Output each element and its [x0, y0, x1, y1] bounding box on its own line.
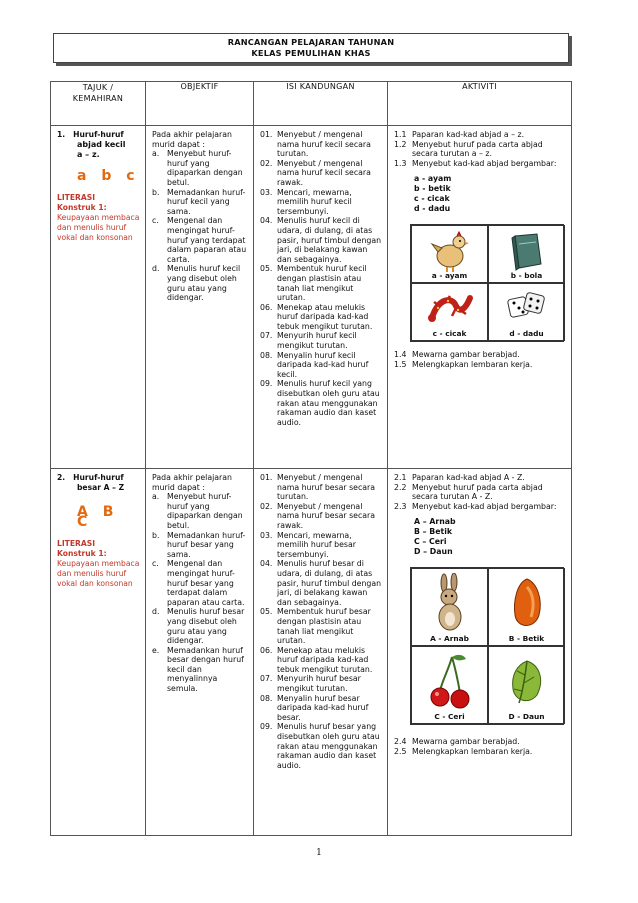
picture-caption: d - dadu: [509, 329, 544, 339]
aktiviti-item: [394, 483, 566, 502]
aktiviti-item: [394, 502, 566, 512]
objektif-item: [152, 492, 248, 530]
item-text: Memadankan huruf-huruf kecil yang sama.: [167, 187, 246, 216]
item-text: Menyebut / mengenal nama huruf kecil secara turutan.: [277, 130, 371, 159]
item-text: Menyurih huruf kecil mengikut turutan.: [277, 331, 357, 351]
picture-caption: A - Arnab: [430, 634, 469, 644]
item-number: 2.3: [394, 501, 407, 511]
kad-item: C – Ceri: [414, 537, 447, 547]
item-text: Menyebut huruf-huruf yang dipaparkan dengan betul.: [167, 492, 243, 530]
picture-card: [488, 568, 565, 646]
rabbit-icon: [430, 573, 470, 635]
item-text: Menulis huruf kecil yang disebut oleh guru atau yang didengar.: [167, 264, 241, 303]
kad-item: B – Betik: [414, 527, 453, 537]
isi-kandungan-cell: [254, 469, 388, 836]
picture-card: [411, 225, 488, 283]
aktiviti-item: [394, 140, 566, 159]
item-number: 02.: [260, 501, 273, 511]
tajuk-cell: [51, 126, 146, 469]
objektif-item: [152, 264, 248, 302]
objektif-list: [152, 492, 248, 693]
item-number: 2.5: [394, 746, 407, 756]
item-text: Paparan kad-kad abjad A - Z.: [412, 473, 525, 482]
aktiviti-item: [394, 747, 566, 757]
kad-item: c - cicak: [414, 194, 450, 204]
item-text: Membentuk huruf kecil dengan plastisin atau tanah liat mengikut urutan.: [277, 264, 367, 303]
objektif-item: [152, 188, 248, 217]
isi-kandungan-item: [260, 216, 382, 264]
item-number: 06.: [260, 302, 273, 312]
isi-kandungan-item: [260, 722, 382, 770]
isi-kandungan-item: [260, 694, 382, 723]
item-number: 1.1: [394, 130, 407, 139]
item-number: 09.: [260, 722, 273, 732]
header-aktiviti: AKTIVITI: [388, 82, 572, 126]
sample-letters: a b c: [77, 168, 140, 184]
item-number: 08.: [260, 693, 273, 703]
isi-kandungan-item: [260, 159, 382, 188]
item-number: d.: [152, 607, 160, 617]
picture-caption: B - Betik: [508, 634, 545, 644]
item-number: 01.: [260, 130, 273, 139]
aktiviti-item: [394, 737, 566, 747]
item-text: Mewarna gambar berabjad.: [412, 350, 520, 360]
objektif-item: [152, 216, 248, 264]
item-number: e.: [152, 645, 160, 655]
isi-kandungan-item: [260, 351, 382, 380]
item-text: Membentuk huruf besar dengan plastisin atau tanah liat mengikut urutan.: [277, 607, 371, 646]
cherry-icon: [428, 651, 472, 713]
dice-icon: [505, 288, 549, 328]
topic-line-1: Huruf-huruf: [73, 473, 124, 482]
item-number: 08.: [260, 350, 273, 360]
item-text: Menyebut / mengenal nama huruf besar secara rawak.: [277, 501, 376, 530]
title-line-2: KELAS PEMULIHAN KHAS: [251, 48, 371, 58]
picture-card: [411, 283, 488, 341]
objektif-item: [152, 559, 248, 607]
kad-abjad-list: [414, 174, 566, 214]
topic-heading: [57, 473, 140, 483]
objektif-item: [152, 149, 248, 187]
objektif-item: [152, 531, 248, 560]
isi-kandungan-item: [260, 264, 382, 302]
picture-card: [488, 283, 565, 341]
objektif-item: [152, 646, 248, 694]
item-text: Menulis huruf kecil di udara, di dulang, di atas pasir, huruf timbul dengan jari, di belakang kawan dan sebagainya.: [277, 216, 382, 264]
item-number: a.: [152, 492, 160, 502]
isi-kandungan-item: [260, 502, 382, 531]
kad-abjad-list: [414, 517, 566, 557]
isi-kandungan-item: [260, 531, 382, 560]
item-number: 1.2: [394, 139, 407, 149]
item-number: 04.: [260, 559, 273, 569]
objektif-intro: Pada akhir pelajaran murid dapat :: [152, 473, 232, 492]
sample-letters: A B C: [77, 504, 119, 530]
item-number: 1.5: [394, 359, 407, 369]
item-number: 06.: [260, 645, 273, 655]
item-number: 2.1: [394, 473, 407, 482]
item-number: 1.3: [394, 158, 407, 168]
header-objektif: OBJEKTIF: [146, 82, 254, 126]
item-number: b.: [152, 187, 160, 197]
picture-caption: C - Ceri: [434, 712, 465, 722]
aktiviti-item: [394, 159, 566, 169]
item-text: Menyebut / mengenal nama huruf kecil secara rawak.: [277, 158, 371, 187]
item-number: 07.: [260, 331, 273, 341]
aktiviti-cell: [388, 126, 572, 469]
objektif-item: [152, 607, 248, 645]
picture-card-grid: [410, 567, 564, 725]
aktiviti-list-bottom: [394, 350, 566, 369]
item-text: Menekap atau melukis huruf daripada kad-kad tebuk mengikut turutan.: [277, 645, 373, 674]
aktiviti-list-top: [394, 473, 566, 511]
literasi-label: LITERASI: [57, 539, 96, 548]
aktiviti-list-bottom: [394, 737, 566, 756]
item-number: a.: [152, 149, 160, 159]
header-isi-kandungan: ISI KANDUNGAN: [254, 82, 388, 126]
kad-item: a - ayam: [414, 174, 452, 184]
item-number: b.: [152, 530, 160, 540]
item-number: c.: [152, 559, 159, 569]
item-text: Menyalin huruf kecil daripada kad-kad huruf kecil.: [277, 350, 369, 379]
topic-number: 1.: [57, 130, 66, 139]
item-text: Menyebut huruf pada carta abjad secara turutan a – z.: [412, 139, 543, 159]
item-number: 03.: [260, 187, 273, 197]
item-text: Mewarna gambar berabjad.: [412, 737, 520, 747]
picture-caption: b - bola: [510, 271, 543, 281]
picture-card: [488, 225, 565, 283]
picture-card: [411, 568, 488, 646]
item-number: 07.: [260, 674, 273, 684]
item-number: 02.: [260, 158, 273, 168]
konstruk-label: Konstruk 1:: [57, 203, 107, 212]
item-text: Memadankan huruf besar dengan huruf kecil dan menyalinnya semula.: [167, 645, 244, 694]
item-text: Menyebut kad-kad abjad bergambar:: [412, 501, 557, 511]
papaya-icon: [507, 573, 547, 635]
header-tajuk: TAJUK / KEMAHIRAN: [51, 82, 146, 126]
isi-kandungan-item: [260, 379, 382, 427]
isi-kandungan-item: [260, 188, 382, 217]
item-text: Menyebut huruf pada carta abjad secara turutan A - Z.: [412, 482, 543, 502]
topic-line-3: a – z.: [77, 150, 100, 159]
objektif-cell: [146, 469, 254, 836]
isi-kandungan-list: [260, 130, 382, 427]
item-text: Menyalin huruf besar daripada kad-kad huruf besar.: [277, 693, 369, 722]
item-number: 2.4: [394, 737, 407, 747]
page-number: 1: [316, 848, 322, 858]
isi-kandungan-list: [260, 473, 382, 770]
konstruk-label: Konstruk 1:: [57, 549, 107, 558]
picture-card: [488, 646, 565, 724]
item-number: 05.: [260, 607, 273, 617]
item-text: Mengenal dan mengingat huruf-huruf besar yang terdapat dalam paparan atau carta.: [167, 559, 245, 607]
isi-kandungan-item: [260, 646, 382, 675]
aktiviti-item: [394, 473, 566, 483]
item-number: 1.4: [394, 350, 407, 360]
title-line-1: RANCANGAN PELAJARAN TAHUNAN: [227, 37, 395, 47]
item-text: Mencari, mewarna, memilih huruf besar tersembunyi.: [277, 530, 356, 559]
item-text: Menyurih huruf besar mengikut turutan.: [277, 674, 361, 694]
item-number: 05.: [260, 264, 273, 274]
aktiviti-list-top: [394, 130, 566, 168]
konstruk-description: Keupayaan membaca dan menulis huruf vokal dan konsonan: [57, 559, 140, 588]
isi-kandungan-item: [260, 473, 382, 502]
isi-kandungan-cell: [254, 126, 388, 469]
item-text: Paparan kad-kad abjad a – z.: [412, 130, 525, 139]
konstruk-description: Keupayaan membaca dan menulis huruf vokal dan konsonan: [57, 213, 140, 242]
item-text: Melengkapkan lembaran kerja.: [412, 359, 533, 369]
aktiviti-item: [394, 360, 566, 370]
item-text: Melengkapkan lembaran kerja.: [412, 746, 533, 756]
item-number: d.: [152, 264, 160, 274]
item-text: Mencari, mewarna, memilih huruf kecil tersembunyi.: [277, 187, 352, 216]
item-text: Menulis huruf kecil yang disebutkan oleh guru atau rakan atau menggunakan rakaman audio dan kaset audio.: [277, 379, 380, 427]
item-text: Menyebut huruf-huruf yang dipaparkan dengan betul.: [167, 149, 243, 187]
item-text: Menekap atau melukis huruf daripada kad-kad tebuk mengikut turutan.: [277, 302, 373, 331]
tajuk-cell: [51, 469, 146, 836]
isi-kandungan-item: [260, 303, 382, 332]
item-text: Memadankan huruf-huruf besar yang sama.: [167, 530, 246, 559]
item-text: Menulis huruf besar yang disebut oleh guru atau yang didengar.: [167, 607, 245, 646]
item-text: Menulis huruf besar yang disebutkan oleh guru atau rakan atau menggunakan rakaman audio dan kaset audio.: [277, 722, 380, 770]
objektif-list: [152, 149, 248, 303]
topic-number: 2.: [57, 473, 66, 482]
item-number: c.: [152, 216, 159, 226]
item-number: 04.: [260, 216, 273, 226]
lizard-icon: [426, 288, 474, 328]
picture-caption: D - Daun: [508, 712, 545, 722]
table-row: [51, 126, 572, 469]
document-title-box: [53, 33, 569, 63]
literasi-label: LITERASI: [57, 193, 96, 202]
kad-item: b - betik: [414, 184, 451, 194]
kad-item: A – Arnab: [414, 517, 456, 527]
book-icon: [507, 230, 547, 274]
picture-caption: c - cicak: [432, 329, 467, 339]
chicken-icon: [430, 230, 470, 274]
item-text: Menulis huruf besar di udara, di dulang, di atas pasir, huruf timbul dengan jari, di belakang kawan dan sebagainya.: [277, 559, 382, 607]
picture-caption: a - ayam: [431, 271, 468, 281]
isi-kandungan-item: [260, 130, 382, 159]
aktiviti-cell: [388, 469, 572, 836]
item-text: Menyebut kad-kad abjad bergambar:: [412, 158, 557, 168]
item-number: 01.: [260, 473, 273, 482]
aktiviti-item: [394, 350, 566, 360]
item-text: Menyebut / mengenal nama huruf besar secara turutan.: [277, 473, 376, 502]
item-number: 09.: [260, 379, 273, 389]
item-number: 2.2: [394, 482, 407, 492]
lesson-plan-table: [50, 81, 572, 836]
isi-kandungan-item: [260, 674, 382, 693]
aktiviti-item: [394, 130, 566, 140]
picture-card: [411, 646, 488, 724]
topic-line-1: Huruf-huruf: [73, 130, 124, 139]
picture-card-grid: [410, 224, 564, 342]
isi-kandungan-item: [260, 331, 382, 350]
objektif-intro: Pada akhir pelajaran murid dapat :: [152, 130, 232, 149]
topic-line-2: besar A – Z: [77, 483, 125, 492]
table-header-row: [51, 82, 572, 126]
leaf-icon: [505, 651, 549, 713]
kad-item: d - dadu: [414, 204, 451, 214]
kad-item: D – Daun: [414, 547, 453, 557]
table-row: [51, 469, 572, 836]
item-number: 03.: [260, 530, 273, 540]
objektif-cell: [146, 126, 254, 469]
topic-line-2: abjad kecil: [77, 140, 126, 149]
isi-kandungan-item: [260, 607, 382, 645]
item-text: Mengenal dan mengingat huruf-huruf yang terdapat dalam paparan atau carta.: [167, 216, 247, 264]
topic-heading: [57, 130, 140, 140]
isi-kandungan-item: [260, 559, 382, 607]
